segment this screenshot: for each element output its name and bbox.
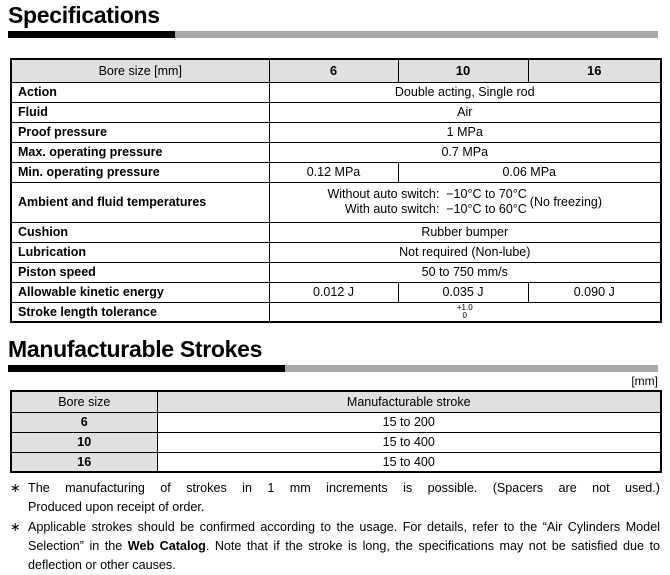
row-label: Stroke length tolerance: [11, 302, 269, 322]
bore-6-header: 6: [269, 59, 398, 82]
temperature-lines: [327, 187, 526, 217]
row-value: Double acting, Single rod: [269, 82, 661, 102]
bore-size-column-header: Bore size: [11, 391, 157, 412]
table-row: [11, 122, 661, 142]
footnote-2-text: [28, 518, 660, 575]
table-row: [11, 432, 661, 452]
footnote-1: [10, 479, 660, 517]
row-label: Allowable kinetic energy: [11, 282, 269, 302]
footnote-2-post: . Note that if the stroke is long, the specifications may not be satisfied due to deflection or other causes.: [28, 539, 660, 572]
unit-note-mm: [mm]: [631, 374, 658, 388]
stroke-range: 15 to 400: [157, 452, 661, 472]
row-value: [269, 302, 661, 322]
specifications-title-rule: [8, 31, 658, 38]
table-row: [11, 222, 661, 242]
footnote-2: [10, 518, 660, 575]
table-row: [11, 242, 661, 262]
bore-16-header: 16: [528, 59, 661, 82]
manufacturable-strokes-table: [10, 390, 662, 473]
rule-gray-segment: [285, 365, 658, 372]
row-value-bore10: 0.035 J: [398, 282, 528, 302]
rule-black-segment: [8, 365, 285, 372]
stroke-range: 15 to 400: [157, 432, 661, 452]
row-label: Min. operating pressure: [11, 162, 269, 182]
specifications-table: [10, 58, 662, 323]
temp-with-auto-switch: With auto switch: −10°C to 60°C: [344, 202, 527, 216]
table-row: [11, 142, 661, 162]
table-row: [11, 262, 661, 282]
row-value-bore16: 0.090 J: [528, 282, 661, 302]
table-row: [11, 391, 661, 412]
row-value: 1 MPa: [269, 122, 661, 142]
table-row: [11, 102, 661, 122]
footnotes: [10, 479, 660, 575]
web-catalog-bold: Web Catalog: [127, 539, 206, 553]
bore-value: 10: [11, 432, 157, 452]
rule-black-segment: [8, 31, 175, 38]
row-label: Max. operating pressure: [11, 142, 269, 162]
row-label: Fluid: [11, 102, 269, 122]
rule-gray-segment: [175, 31, 658, 38]
row-value: 0.7 MPa: [269, 142, 661, 162]
manufacturable-strokes-title: Manufacturable Strokes: [8, 336, 263, 362]
row-value: Air: [269, 102, 661, 122]
bore-value: 16: [11, 452, 157, 472]
tolerance-lower: 0: [462, 310, 467, 320]
row-value: Rubber bumper: [269, 222, 661, 242]
bore-size-header-cell: Bore size [mm]: [11, 59, 269, 82]
row-label: Piston speed: [11, 262, 269, 282]
table-row: [11, 162, 661, 182]
strokes-title-rule: [8, 365, 658, 372]
row-label: Ambient and fluid temperatures: [11, 182, 269, 222]
stroke-tolerance-value: [272, 304, 659, 320]
table-row: [11, 302, 661, 322]
specifications-title: Specifications: [8, 2, 160, 28]
row-value: [269, 182, 661, 222]
footnote-1-line-2: Produced upon receipt of order.: [28, 500, 205, 514]
table-row: [11, 59, 661, 82]
table-row: [11, 412, 661, 432]
table-row: [11, 182, 661, 222]
table-row: [11, 282, 661, 302]
row-value: 50 to 750 mm/s: [269, 262, 661, 282]
temperature-values: [272, 187, 659, 217]
row-label: Proof pressure: [11, 122, 269, 142]
table-row: [11, 452, 661, 472]
footnote-1-line-1: The manufacturing of strokes in 1 mm increments is possible. (Spacers are not used.): [28, 481, 660, 495]
row-value-bore10-16: 0.06 MPa: [398, 162, 661, 182]
manufacturable-stroke-column-header: Manufacturable stroke: [157, 391, 661, 412]
row-value-bore6: 0.012 J: [269, 282, 398, 302]
row-value-bore6: 0.12 MPa: [269, 162, 398, 182]
footnote-2-pre: Applicable strokes should be confirmed according to the usage. For details, refer to the “Air Cylinders Model Selection” in the: [28, 520, 660, 553]
temp-without-auto-switch: Without auto switch: −10°C to 70°C: [327, 187, 527, 201]
bore-10-header: 10: [398, 59, 528, 82]
stroke-range: 15 to 200: [157, 412, 661, 432]
row-value: Not required (Non-lube): [269, 242, 661, 262]
bore-value: 6: [11, 412, 157, 432]
tolerance-upper: +1.0: [456, 302, 473, 312]
table-row: [11, 82, 661, 102]
row-label: Cushion: [11, 222, 269, 242]
row-label: Lubrication: [11, 242, 269, 262]
asterisk-marker: ∗: [10, 520, 21, 534]
no-freezing-note: (No freezing): [529, 194, 603, 209]
asterisk-marker: ∗: [10, 481, 21, 495]
row-label: Action: [11, 82, 269, 102]
